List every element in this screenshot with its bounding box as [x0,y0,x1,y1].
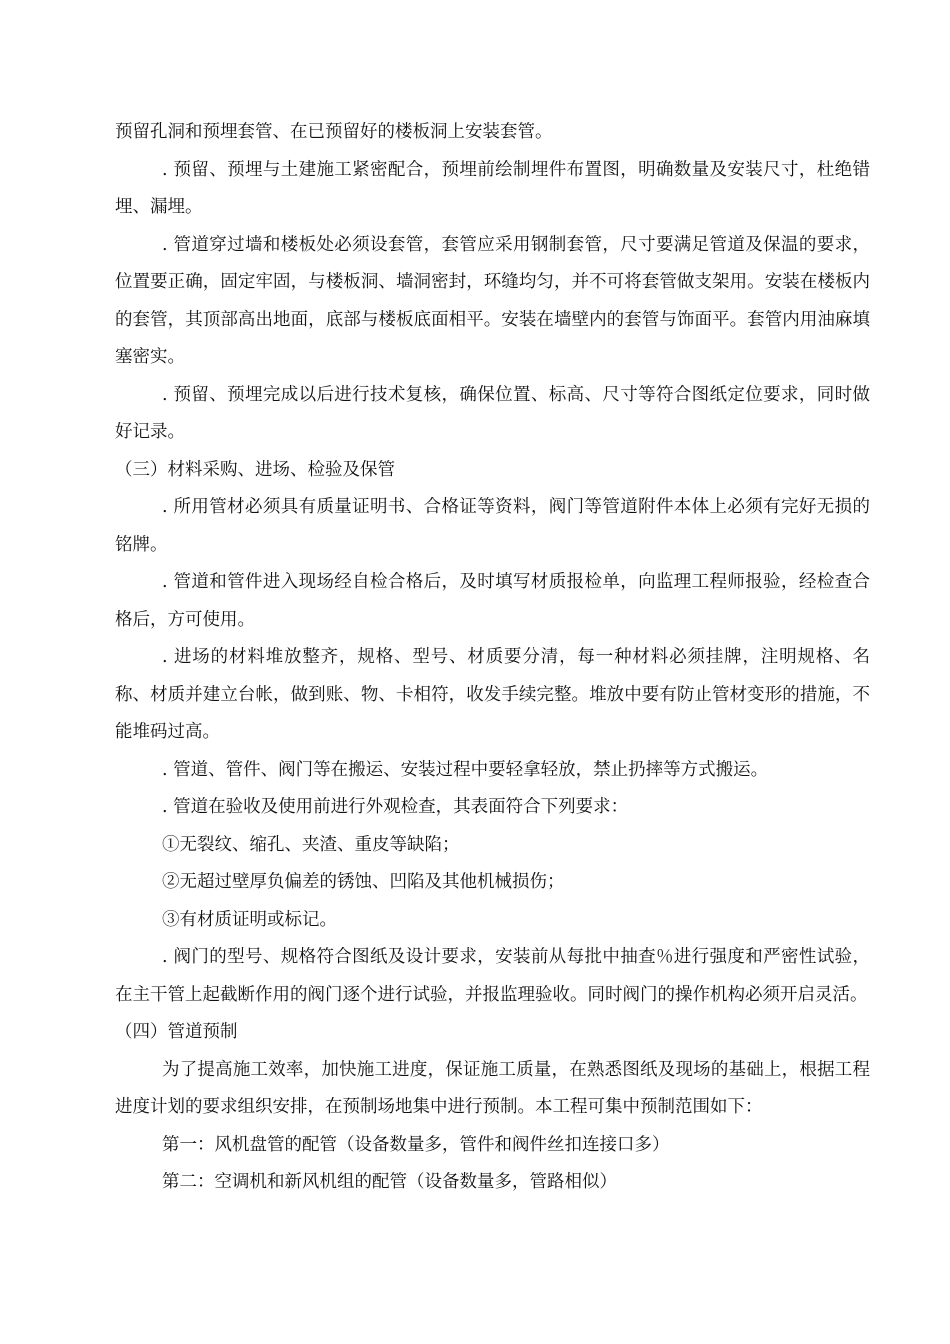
list-item: 第一：风机盘管的配管（设备数量多，管件和阀件丝扣连接口多） [162,1134,670,1155]
paragraph: . 管道在验收及使用前进行外观检查，其表面符合下列要求： [162,797,629,817]
paragraph: 为了提高施工效率，加快施工进度，保证施工质量，在熟悉图纸及现场的基础上，根据工程进度计划的要求组织安排，在预制场地集中进行预制。本工程可集中预制范围如下： [115,1059,870,1117]
document-body [115,114,870,1202]
paragraph: . 预留、预埋完成以后进行技术复核，确保位置、标高、尺寸等符合图纸定位要求，同时做好记录。 [115,384,870,442]
paragraph: . 管道穿过墙和楼板处必须设套管，套管应采用钢制套管，尺寸要满足管道及保温的要求，位置要正确，固定牢固，与楼板洞、墙洞密封，环缝均匀，并不可将套管做支架用。安装在楼板内的套管，其顶部高出地面，底部与楼板底面相平。安装在墙壁内的套管与饰面平。套管内用油麻填塞密实。 [115,234,870,367]
list-item: 第二：空调机和新风机组的配管（设备数量多，管路相似） [162,1172,617,1192]
list-item: ③有材质证明或标记。 [162,909,337,930]
list-item: ②无超过壁厚负偏差的锈蚀、凹陷及其他机械损伤； [162,872,565,892]
section-heading: （四）管道预制 [115,1022,238,1042]
paragraph: . 阀门的型号、规格符合图纸及设计要求，安装前从每批中抽查％进行强度和严密性试验，在主干管上起截断作用的阀门逐个进行试验，并报监理验收。同时阀门的操作机构必须开启灵活。 [115,947,870,1005]
list-item: ①无裂纹、缩孔、夹渣、重皮等缺陷； [162,834,460,855]
section-heading: （三）材料采购、进场、检验及保管 [115,459,395,480]
paragraph: 预留孔洞和预埋套管、在已预留好的楼板洞上安装套管。 [115,122,553,142]
paragraph: . 预留、预埋与土建施工紧密配合，预埋前绘制埋件布置图，明确数量及安装尺寸，杜绝错埋、漏埋。 [115,159,870,217]
paragraph: . 所用管材必须具有质量证明书、合格证等资料，阀门等管道附件本体上必须有完好无损的铭牌。 [115,497,870,555]
paragraph: . 进场的材料堆放整齐，规格、型号、材质要分清，每一种材料必须挂牌，注明规格、名称、材质并建立台帐，做到账、物、卡相符，收发手续完整。堆放中要有防止管材变形的措施，不能堆码过高。 [115,647,870,742]
paragraph: . 管道和管件进入现场经自检合格后，及时填写材质报检单，向监理工程师报验，经检查合格后，方可使用。 [115,572,870,630]
paragraph: . 管道、管件、阀门等在搬运、安装过程中要轻拿轻放，禁止扔摔等方式搬运。 [162,759,769,780]
